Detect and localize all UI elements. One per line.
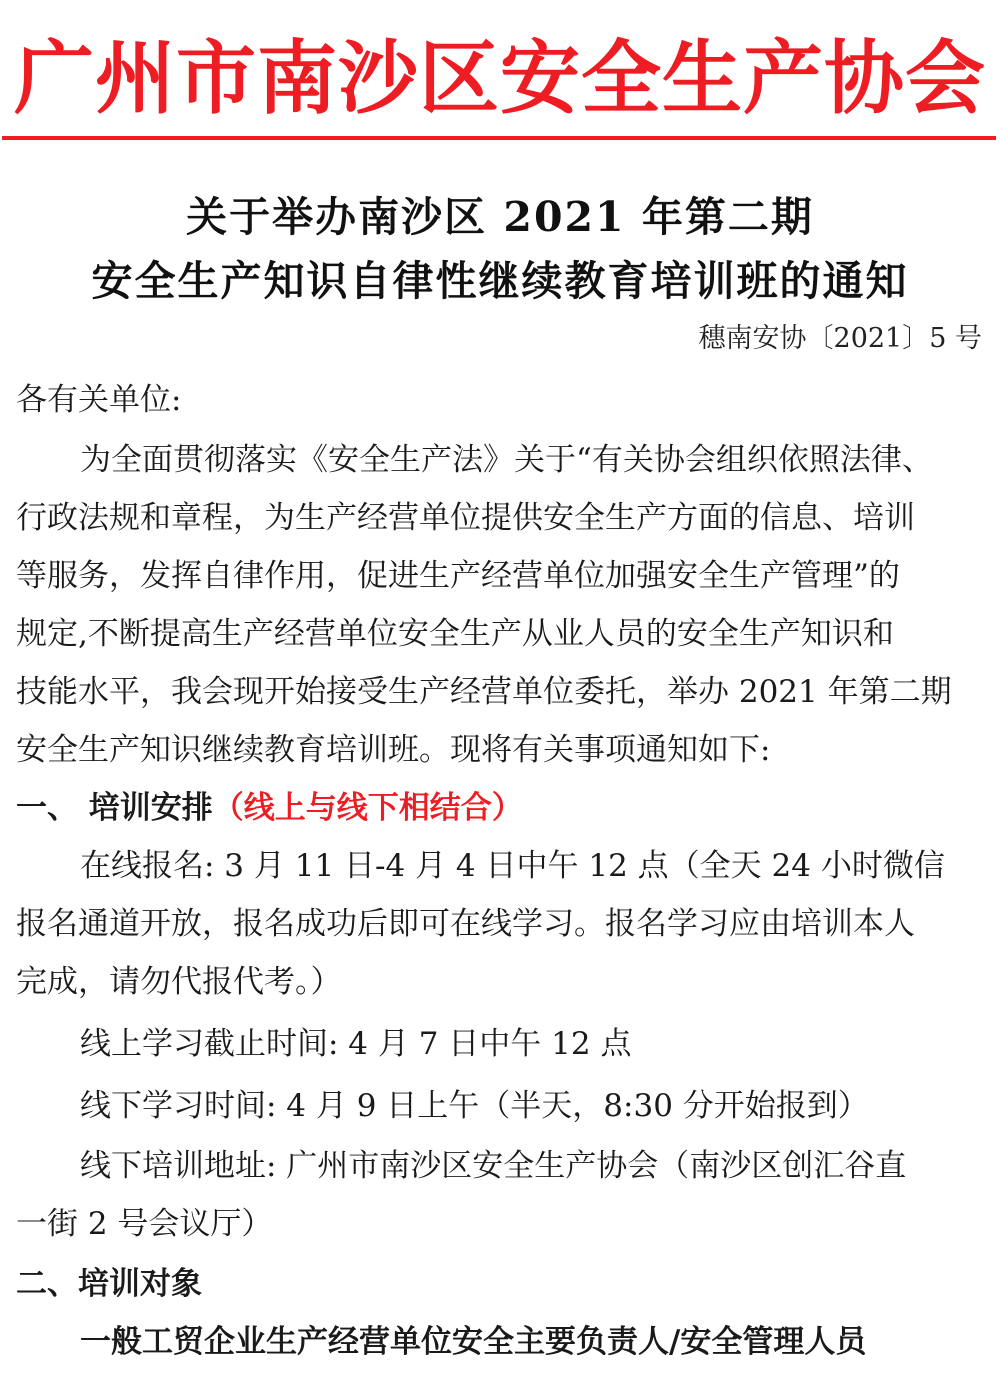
- intro-line: 安全生产知识继续教育培训班。现将有关事项通知如下:: [16, 732, 771, 768]
- registration-line: 报名通道开放，报名成功后即可在线学习。报名学习应由培训本人: [16, 906, 915, 942]
- address-line: 一街 2 号会议厅）: [16, 1206, 273, 1242]
- red-divider-line: [2, 136, 996, 140]
- registration-line: 在线报名: 3 月 11 日-4 月 4 日中午 12 点（全天 24 小时微信: [80, 848, 945, 884]
- section-1-heading: [16, 788, 986, 828]
- section-2-heading: 二、培训对象: [16, 1266, 202, 1302]
- intro-line: 规定,不断提高生产经营单位安全生产从业人员的安全生产知识和: [16, 616, 894, 652]
- salutation: 各有关单位:: [16, 382, 182, 418]
- intro-line: 技能水平，我会现开始接受生产经营单位委托，举办 2021 年第二期: [16, 674, 952, 710]
- document-number: 穗南安协〔2021〕5 号: [698, 323, 982, 354]
- offline-time: 线下学习时间: 4 月 9 日上午（半天，8:30 分开始报到）: [80, 1088, 869, 1124]
- org-masthead: 广州市南沙区安全生产协会: [14, 32, 986, 125]
- section-1-title: 一、 培训安排: [16, 790, 213, 826]
- notice-title-line-2: 安全生产知识自律性继续教育培训班的通知: [91, 257, 909, 305]
- intro-line: 为全面贯彻落实《安全生产法》关于“有关协会组织依照法律、: [80, 442, 933, 478]
- online-deadline: 线上学习截止时间: 4 月 7 日中午 12 点: [80, 1026, 632, 1062]
- notice-title-line-1: 关于举办南沙区 2021 年第二期: [186, 193, 814, 241]
- training-target: 一般工贸企业生产经营单位安全主要负责人/安全管理人员: [80, 1324, 867, 1360]
- intro-line: 等服务，发挥自律作用，促进生产经营单位加强安全生产管理”的: [16, 558, 900, 594]
- address-line: 线下培训地址: 广州市南沙区安全生产协会（南沙区创汇谷直: [80, 1148, 907, 1184]
- section-1-note: （线上与线下相结合）: [212, 790, 523, 826]
- intro-line: 行政法规和章程，为生产经营单位提供安全生产方面的信息、培训: [16, 500, 915, 536]
- registration-line: 完成，请勿代报代考。）: [16, 964, 342, 1000]
